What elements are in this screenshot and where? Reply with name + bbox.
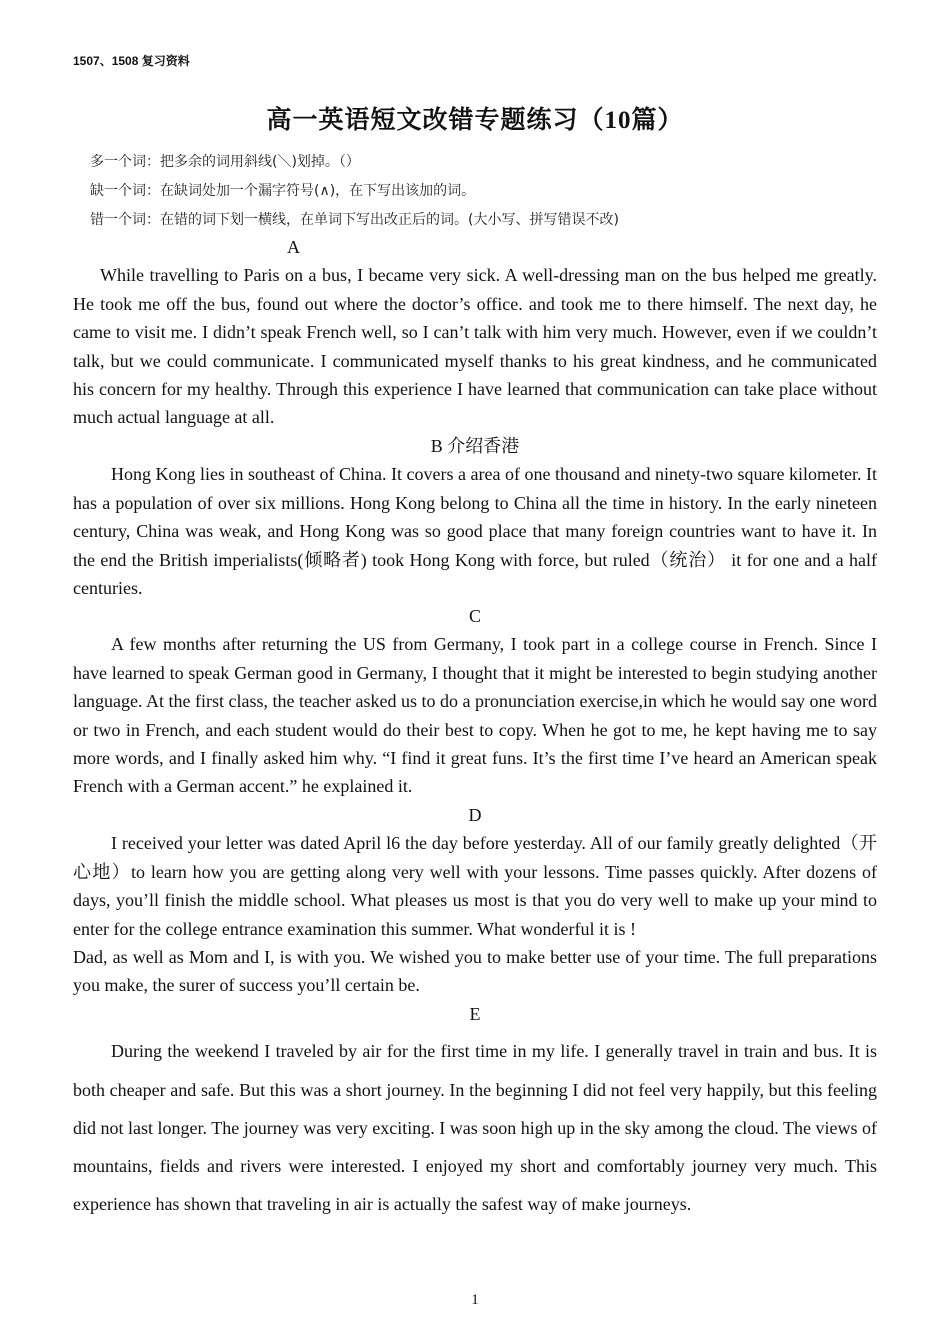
instruction-missing-word: 缺一个词：在缺词处加一个漏字符号(∧)，在下写出该加的词。 <box>90 183 476 199</box>
section-c <box>73 602 877 801</box>
section-b <box>73 432 877 602</box>
section-c-heading: C <box>468 606 481 626</box>
header-note: 1507、1508 复习资料 <box>73 54 190 68</box>
section-e-paragraph: During the weekend I traveled by air for the first time in my life. I generally travel in train and bus. It is both cheaper and safe. But this was a short journey. In the beginning I did not feel very happily, but this feeling did not last longer. The journey was very exciting. I was soon high up in the sky among the cloud. The views of mountains, fields and rivers were interested. I enjoyed my short and comfortably journey very much. This experience has shown that traveling in air is actually the safest way of make journeys. <box>73 1041 877 1215</box>
section-a-heading: A <box>287 237 300 257</box>
section-d-heading: D <box>468 805 482 825</box>
section-d-paragraph-1: I received your letter was dated April l6 the day before yesterday. All of our family greatly delighted（开心地）to learn how you are getting along very well with your lessons. Time passes quickly. After dozens of days, you’ll finish the middle school. What pleases us most is that you do very well to make up your mind to enter for the college entrance examination this summer. What wonderful it is ! <box>73 833 877 939</box>
section-b-paragraph: Hong Kong lies in southeast of China. It covers a area of one thousand and ninety-two square kilometer. It has a population of over six millions. Hong Kong belong to China all the time in history. In the early nineteen century, China was weak, and Hong Kong was so good place that many foreign countries want to have it. In the end the British imperialists(倾略者) took Hong Kong with force, but ruled（统治） it for one and a half centuries. <box>73 464 877 599</box>
section-a <box>73 233 877 432</box>
section-a-paragraph: While travelling to Paris on a bus, I became very sick. A well-dressing man on the bus helped me greatly. He took me off the bus, found out where the doctor’s office. and took me to there himself. The next day, he came to visit me. I didn’t speak French well, so I can’t talk with him very much. However, even if we couldn’t talk, but we could communicate. I communicated myself thanks to his great kindness, and he communicated his concern for my healthy. Through this experience I have learned that communication can take place without much actual language at all. <box>73 265 877 428</box>
section-e-heading: E <box>469 1004 481 1024</box>
section-d-paragraph-2: Dad, as well as Mom and I, is with you. We wished you to make better use of your time. The full preparations you make, the surer of success you’ll certain be. <box>73 947 877 996</box>
section-d <box>73 801 877 1000</box>
page-number: 1 <box>471 1292 479 1308</box>
section-c-paragraph: A few months after returning the US from Germany, I took part in a college course in French. Since I have learned to speak German good in Germany, I thought that it might be interested to begin studying another language. At the first class, the teacher asked us to do a pronunciation exercise,in which he would say one word or two in French, and each student would do their best to copy. When he got to me, he kept having me to say more words, and I finally asked him why. “I find it great funs. It’s the first time I’ve heard an American speak French with a German accent.” he explained it. <box>73 634 877 797</box>
instruction-extra-word: 多一个词：把多余的词用斜线(＼)划掉。（） <box>90 154 360 170</box>
instruction-wrong-word: 错一个词：在错的词下划一横线，在单词下写出改正后的词。(大小写、拼写错误不改) <box>90 212 619 228</box>
section-b-heading: B 介绍香港 <box>430 436 520 456</box>
page-title: 高一英语短文改错专题练习（10篇） <box>266 107 684 134</box>
section-e <box>73 1000 877 1223</box>
